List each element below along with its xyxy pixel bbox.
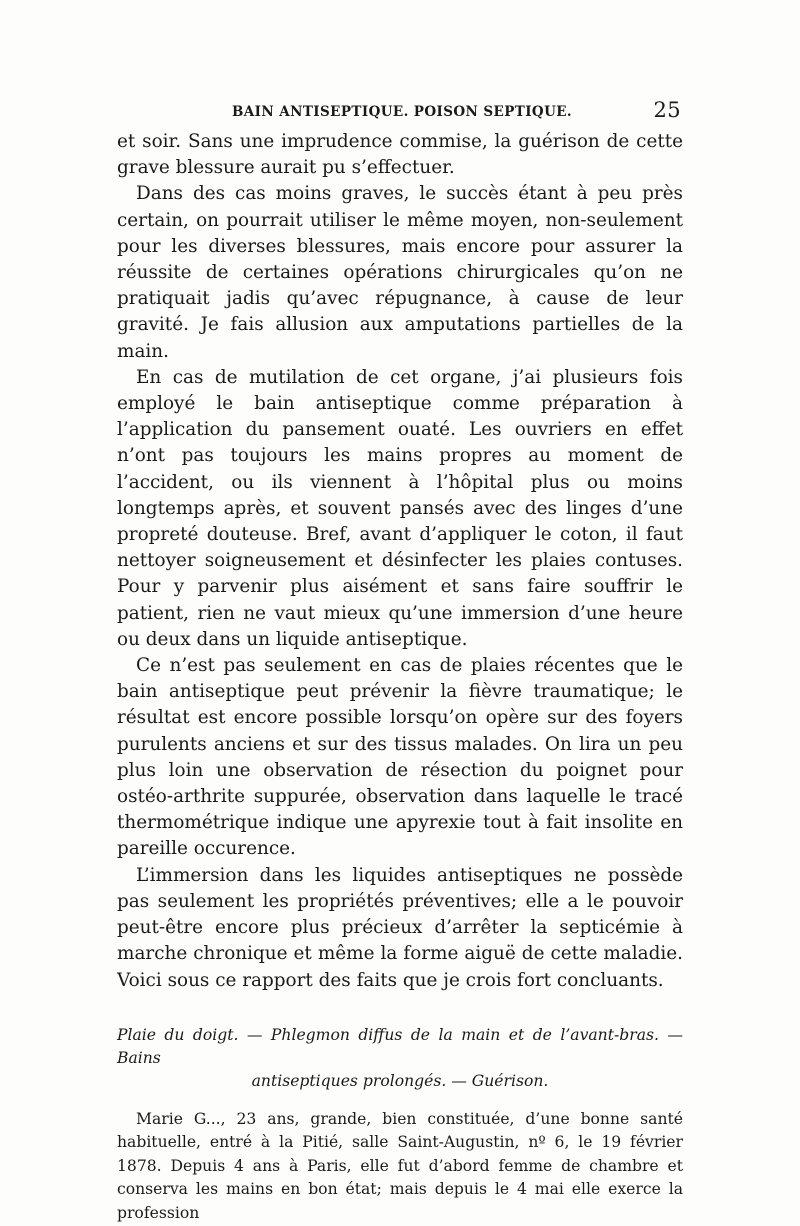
case-heading-line-1: Plaie du doigt. — Phlegmon diffus de la main et de l’avant-bras. — Bains (117, 1025, 683, 1067)
paragraph-5: L’immersion dans les liquides antiseptiques ne possède pas seulement les propriétés préventives; elle a le pouvoir peut-être encore plus précieux d’arrêter la septicémie à marche chronique et même la forme aiguë de cette maladie. Voici sous ce rapport des faits que je crois fort concluants. (117, 864, 683, 991)
case-heading (117, 1024, 683, 1093)
paragraph-3: En cas de mutilation de cet organe, j’ai plusieurs fois employé le bain antiseptique comme préparation à l’application du pansement ouaté. Les ouvriers en effet n’ont pas toujours les mains propres au moment de l’accident, ou ils viennent à l’hôpital plus ou moins longtemps après, et souvent pansés avec des linges d’une propreté douteuse. Bref, avant d’appliquer le coton, il faut nettoyer soigneusement et désinfecter les plaies contuses. Pour y parvenir plus aisément et sans faire souffrir le patient, rien ne vaut mieux qu’une immersion d’une heure ou deux dans un liquide antiseptique. (117, 366, 683, 650)
case-paragraph: Marie G..., 23 ans, grande, bien constituée, d’une bonne santé habituelle, entré à la Pitié, salle Saint-Augustin, nº 6, le 19 février 1878. Depuis 4 ans à Paris, elle fut d’abord femme de chambre et conserva les mains en bon état; mais depuis le 4 mai elle exerce la profession (117, 1109, 683, 1223)
case-heading-line-2: antiseptiques prolongés. — Guérison. (251, 1071, 549, 1090)
case-observation (117, 1108, 683, 1226)
page-number: 25 (653, 98, 681, 122)
running-header (117, 96, 683, 126)
running-title: BAIN ANTISEPTIQUE. POISON SEPTIQUE. (232, 104, 573, 120)
paragraph-4: Ce n’est pas seulement en cas de plaies récentes que le bain antiseptique peut prévenir la fièvre traumatique; le résultat est encore possible lorsqu’on opère sur des foyers purulents anciens et sur des tissus malades. On lira un peu plus loin une observation de résection du poignet pour ostéo-arthrite suppurée, observation dans laquelle le tracé thermométrique indique une apyrexie tout à fait insolite en pareille occurence. (117, 655, 683, 860)
book-page (117, 96, 683, 1226)
paragraph-2: Dans des cas moins graves, le succès étant à peu près certain, on pourrait utiliser le même moyen, non-seulement pour les diverses blessures, mais encore pour assurer la réussite de certaines opérations chirurgicales qu’on ne pratiquait jadis qu’avec répugnance, à cause de leur gravité. Je fais allusion aux amputations partielles de la main. (117, 183, 683, 362)
main-text (117, 129, 683, 994)
paragraph-1: et soir. Sans une imprudence commise, la guérison de cette grave blessure aurait pu s’effectuer. (117, 131, 683, 179)
